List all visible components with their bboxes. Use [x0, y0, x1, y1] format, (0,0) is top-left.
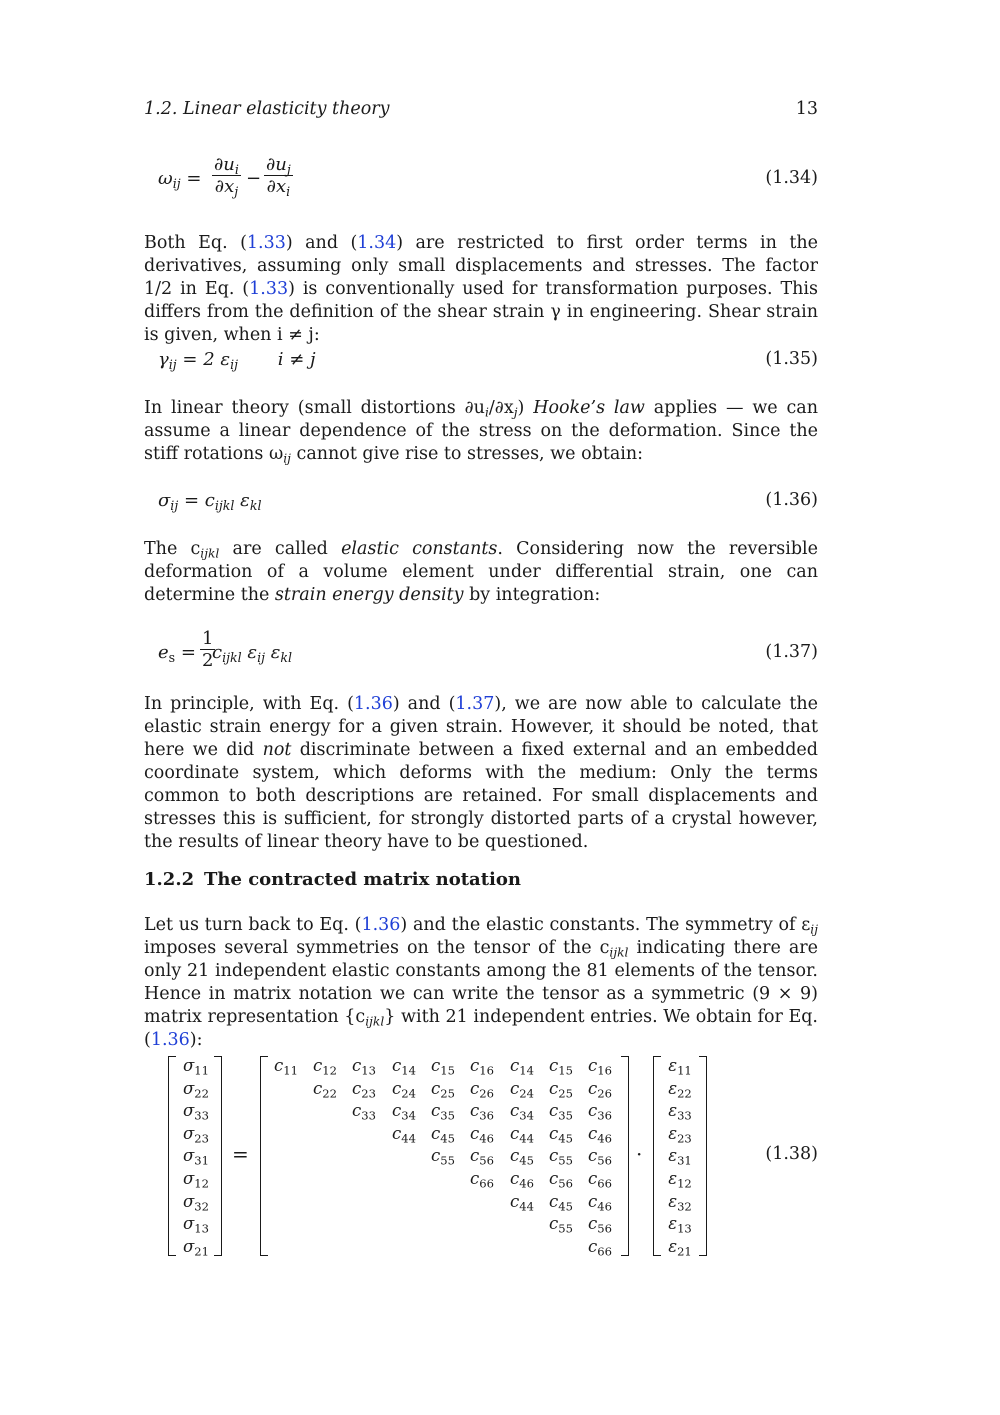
- sigma-entry: $\sigma_{31}$: [183, 1146, 209, 1168]
- matrix-entry: $c_{46}$: [470, 1123, 494, 1146]
- matrix-entry: $c_{56}$: [588, 1146, 612, 1168]
- matrix-entry: $c_{34}$: [510, 1101, 534, 1123]
- dot-operator: ·: [636, 1142, 643, 1166]
- matrix-entry: $c_{66}$: [588, 1169, 612, 1191]
- equation-1-34: $\omega_{ij}$ = $\frac{\partial u_i}{\partial x_j}$ − $\frac{\partial u_j}{\partial x_i}$ (1.34): [158, 154, 818, 199]
- matrix-entry: $c_{23}$: [352, 1078, 376, 1101]
- matrix-entry: $c_{14}$: [392, 1056, 416, 1078]
- paragraph-1: Both Eq. (1.33) and (1.34) are restricted to first order terms in the derivatives, assuming only small displacements and stresses. The factor 1/2 in Eq. (1.33) is conventionally used for transformation purposes. This differs from the definition of the shear strain γ in engineering. Shear strain is given, when i ≠ j:: [144, 233, 818, 345]
- epsilon-entry: $\varepsilon_{33}$: [668, 1101, 692, 1123]
- matrix-entry: $c_{33}$: [352, 1101, 376, 1123]
- matrix-entry: $c_{45}$: [431, 1123, 455, 1146]
- matrix-entry: $c_{66}$: [470, 1169, 494, 1191]
- matrix-entry: $c_{55}$: [549, 1146, 573, 1168]
- section-number: 1.2.2: [144, 869, 195, 890]
- epsilon-entry: $\varepsilon_{23}$: [668, 1123, 692, 1146]
- matrix-entry: $c_{55}$: [549, 1214, 573, 1236]
- equation-1-35: $\gamma_{ij} = 2$ $\varepsilon_{ij}$ i ≠ j (1.35): [158, 349, 818, 372]
- matrix-entry: $c_{24}$: [510, 1078, 534, 1101]
- matrix-entry: $c_{26}$: [588, 1078, 612, 1101]
- matrix-entry: $c_{13}$: [352, 1056, 376, 1078]
- matrix-entry: $c_{44}$: [510, 1123, 534, 1146]
- page-number: 13: [795, 99, 818, 119]
- left-bracket: [260, 1056, 268, 1256]
- matrix-entry: $c_{45}$: [510, 1146, 534, 1168]
- equation-number: (1.38): [765, 1144, 818, 1164]
- matrix-entry: $c_{56}$: [588, 1214, 612, 1236]
- matrix-entry: $c_{36}$: [470, 1101, 494, 1123]
- matrix-entry: $c_{24}$: [392, 1078, 416, 1101]
- section-title: The contracted matrix notation: [204, 869, 521, 890]
- right-bracket: [699, 1056, 707, 1256]
- equation-1-36: $\sigma_{ij} = c_{ijkl}$ $\varepsilon_{kl}$ (1.36): [158, 490, 818, 513]
- epsilon-entry: $\varepsilon_{31}$: [668, 1146, 692, 1168]
- equation-number: (1.37): [765, 642, 818, 662]
- sigma-entry: $\sigma_{11}$: [183, 1056, 209, 1078]
- matrix-entry: $c_{25}$: [549, 1078, 573, 1101]
- sigma-entry: $\sigma_{33}$: [183, 1101, 209, 1123]
- matrix-entry: $c_{45}$: [549, 1191, 573, 1214]
- matrix-entry: $c_{44}$: [510, 1191, 534, 1214]
- matrix-entry: $c_{16}$: [588, 1056, 612, 1078]
- matrix-entry: $c_{11}$: [274, 1056, 298, 1078]
- matrix-entry: $c_{46}$: [510, 1169, 534, 1191]
- sigma-entry: $\sigma_{12}$: [183, 1169, 209, 1191]
- matrix-entry: $c_{45}$: [549, 1123, 573, 1146]
- epsilon-entry: $\varepsilon_{21}$: [668, 1236, 692, 1259]
- matrix-entry: $c_{46}$: [588, 1123, 612, 1146]
- paragraph-4: In principle, with Eq. (1.36) and (1.37), we are now able to calculate the elastic strain energy for a given strain. However, it should be noted, that here we did not discriminate between a fixed external and an embedded coordinate system, which deforms with the medium: Only the terms common to both descriptions are retained. For small displacements and stresses this is sufficient, for strongly distorted parts of a crystal however, the results of linear theory have to be questioned.: [144, 694, 819, 852]
- epsilon-entry: $\varepsilon_{12}$: [668, 1169, 692, 1191]
- eq-ref[interactable]: 1.36: [150, 1030, 190, 1050]
- matrix-entry: $c_{56}$: [470, 1146, 494, 1168]
- sigma-entry: $\sigma_{22}$: [183, 1078, 209, 1101]
- equation-1-38: [160, 1052, 818, 1262]
- matrix-entry: $c_{12}$: [313, 1056, 337, 1078]
- matrix-entry: $c_{56}$: [549, 1169, 573, 1191]
- matrix-entry: $c_{35}$: [431, 1101, 455, 1123]
- section-heading: [144, 869, 521, 890]
- matrix-entry: $c_{15}$: [549, 1056, 573, 1078]
- right-bracket: [621, 1056, 629, 1256]
- eq-ref[interactable]: 1.33: [246, 233, 286, 253]
- eq-ref[interactable]: 1.36: [353, 694, 393, 714]
- chapter-title: 1.2. Linear elasticity theory: [144, 99, 390, 119]
- matrix-entry: $c_{46}$: [588, 1191, 612, 1214]
- matrix-entry: $c_{14}$: [510, 1056, 534, 1078]
- epsilon-entry: $\varepsilon_{13}$: [668, 1214, 692, 1236]
- equation-number: (1.35): [765, 349, 818, 369]
- matrix-entry: $c_{26}$: [470, 1078, 494, 1101]
- epsilon-entry: $\varepsilon_{32}$: [668, 1191, 692, 1214]
- paragraph-3: The $c_{ijkl}$ are called elastic constants. Considering now the reversible deformation of a volume element under differential strain, one can determine the strain energy density by integration:: [144, 539, 818, 605]
- equation-number: (1.36): [765, 490, 818, 510]
- paragraph-2: In linear theory (small distortions $\partial u_i/\partial x_j$) Hooke’s law applies — we can assume a linear dependence of the stress on the deformation. Since the stiff rotations $\omega_{ij}$ cannot give rise to stresses, we obtain:: [144, 398, 819, 466]
- eq-ref[interactable]: 1.37: [455, 694, 495, 714]
- matrix-entry: $c_{22}$: [313, 1078, 337, 1101]
- matrix-entry: $c_{36}$: [588, 1101, 612, 1123]
- sigma-entry: $\sigma_{21}$: [183, 1236, 209, 1259]
- equals-sign: =: [232, 1142, 249, 1166]
- equation-number: (1.34): [765, 168, 818, 188]
- epsilon-entry: $\varepsilon_{22}$: [668, 1078, 692, 1101]
- sigma-entry: $\sigma_{23}$: [183, 1123, 209, 1146]
- eq-ref[interactable]: 1.34: [357, 233, 397, 253]
- matrix-entry: $c_{55}$: [431, 1146, 455, 1168]
- left-bracket: [168, 1056, 176, 1256]
- eq-ref[interactable]: 1.33: [249, 279, 289, 299]
- equation-1-37: $e_s$ = $\frac{1}{2}$ $c_{ijkl}$ $\varepsilon_{ij}$ $\varepsilon_{kl}$ (1.37): [158, 628, 818, 671]
- matrix-entry: $c_{44}$: [392, 1123, 416, 1146]
- matrix-entry: $c_{66}$: [588, 1236, 612, 1259]
- epsilon-entry: $\varepsilon_{11}$: [668, 1056, 692, 1078]
- sigma-entry: $\sigma_{13}$: [183, 1214, 209, 1236]
- matrix-entry: $c_{35}$: [549, 1101, 573, 1123]
- paragraph-5: Let us turn back to Eq. (1.36) and the elastic constants. The symmetry of $\varepsilon_{ij}$ imposes several symmetries on the tensor of the $c_{ijkl}$ indicating there are only 21 independent elastic constants among the 81 elements of the tensor. Hence in matrix notation we can write the tensor as a symmetric (9 × 9) matrix representation $\{c_{ijkl}\}$ with 21 independent entries. We obtain for Eq. (1.36):: [144, 915, 818, 1050]
- running-head: [144, 99, 818, 119]
- eq-ref[interactable]: 1.36: [361, 915, 401, 935]
- matrix-entry: $c_{25}$: [431, 1078, 455, 1101]
- sigma-entry: $\sigma_{32}$: [183, 1191, 209, 1214]
- matrix-entry: $c_{15}$: [431, 1056, 455, 1078]
- matrix-entry: $c_{34}$: [392, 1101, 416, 1123]
- matrix-entry: $c_{16}$: [470, 1056, 494, 1078]
